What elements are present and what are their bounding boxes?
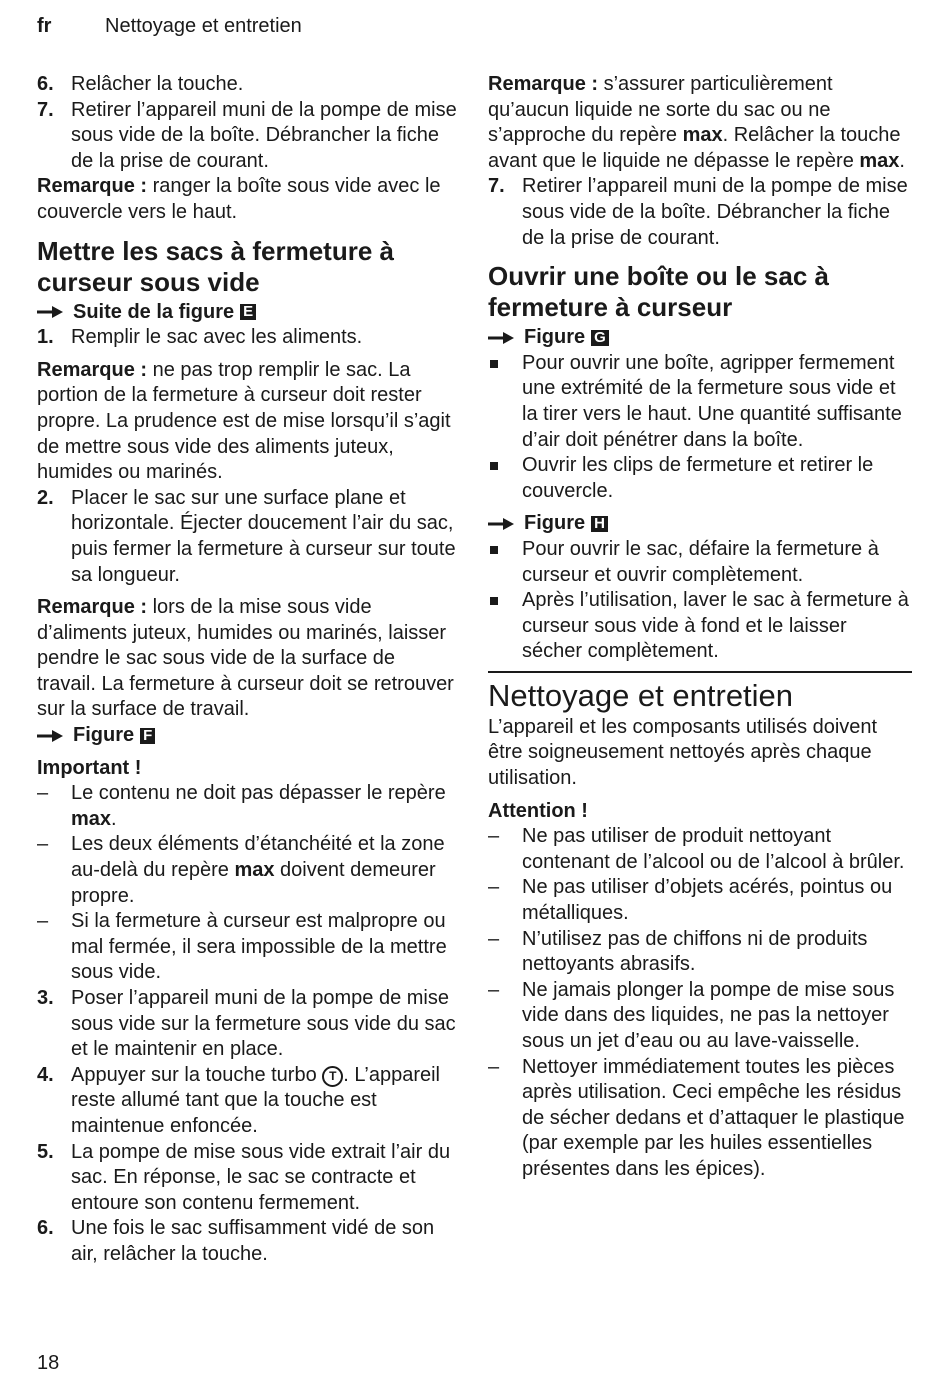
step-text: Appuyer sur la touche turbo — [71, 1063, 323, 1086]
note-text: lors de la mise sous vide d’aliments juteux, humides ou marinés, laisser pendre le sac sous vide de la surface de travail. La fermeture à curseur doit se retrouver sur la surface de travail. — [37, 596, 454, 721]
figure-reference-g — [488, 325, 912, 351]
max-mark: max — [71, 807, 112, 830]
square-bullet-icon — [490, 462, 498, 470]
step-text: Remplir le sac avec les aliments. — [71, 326, 363, 349]
bullet-item — [488, 588, 912, 665]
dash-marker: – — [37, 910, 49, 933]
step-6-release-button — [37, 1216, 457, 1267]
left-column — [37, 72, 457, 1268]
dash-marker: – — [488, 1055, 500, 1078]
attention-item — [488, 824, 912, 875]
bullet-item — [488, 537, 912, 588]
cleaning-intro: L’appareil et les composants utilisés doivent être soigneusement nettoyés après chaque utilisation. — [488, 715, 878, 790]
square-bullet-icon — [490, 360, 498, 368]
note-text: . Relâcher la touche avant que le liquide ne dépasse le repère — [488, 124, 901, 172]
important-item — [37, 781, 457, 832]
dash-marker: – — [488, 978, 500, 1001]
note-juicy-foods — [37, 595, 457, 723]
figure-reference-f — [37, 723, 457, 749]
square-bullet-icon — [490, 546, 498, 554]
item-text: . — [111, 807, 117, 830]
step-7-remove — [37, 98, 457, 175]
bullet-item — [488, 351, 912, 453]
note-store-box — [37, 174, 457, 225]
step-6-release — [37, 72, 457, 98]
figure-reference-text: Figure — [73, 724, 135, 747]
item-text: Si la fermeture à curseur est malpropre ou mal fermée, il sera impossible de la mettre sous vide. — [71, 910, 447, 984]
step-text: Placer le sac sur une surface plane et horizontale. Éjecter doucement l’air du sac, puis fermer la fermeture à curseur sur toute sa longueur. — [71, 486, 456, 586]
note-text: . — [899, 149, 905, 172]
bullet-text: Pour ouvrir une boîte, agripper fermement une extrémité de la fermeture sous vide et la tirer vers le haut. Une quantité suffisante d’air doit pénétrer dans la boîte. — [522, 351, 902, 451]
step-5-pump-extracts — [37, 1140, 457, 1217]
item-text: Les deux éléments d’étanchéité et la zone au-delà du repère — [71, 833, 445, 882]
figure-letter-badge: G — [591, 330, 609, 346]
arrow-right-icon — [37, 729, 65, 743]
item-text: Le contenu ne doit pas dépasser le repère — [71, 782, 446, 805]
step-text: Relâcher la touche. — [71, 73, 244, 95]
attention-item — [488, 978, 912, 1055]
figure-reference-text: Figure — [524, 512, 586, 535]
dash-marker: – — [488, 927, 500, 950]
step-3-place-device — [37, 986, 457, 1063]
step-number: 7. — [488, 175, 505, 198]
max-mark: max — [859, 149, 900, 172]
arrow-right-icon — [37, 305, 65, 319]
dash-marker: – — [37, 782, 49, 805]
bullet-text: Pour ouvrir le sac, défaire la fermeture à curseur et ouvrir complètement. — [522, 537, 879, 586]
bullet-text: Ouvrir les clips de fermeture et retirer le couvercle. — [522, 454, 874, 502]
item-text: Ne jamais plonger la pompe de mise sous vide dans des liquides, ne pas la nettoyer sous un jet d’eau ou au lave-vaisselle. — [522, 978, 895, 1052]
item-text: N’utilisez pas de chiffons ni de produits nettoyants abrasifs. — [522, 927, 868, 976]
important-label: Important ! — [37, 756, 142, 779]
step-number: 7. — [37, 98, 54, 121]
step-number: 6. — [37, 73, 54, 95]
page-header — [37, 15, 302, 38]
attention-item — [488, 927, 912, 978]
attention-item — [488, 1055, 912, 1183]
note-text: ne pas trop remplir le sac. La portion de la fermeture à curseur doit rester propre. La prudence est de mise lorsqu’il s’agit de mettre sous vide des aliments juteux, humides ou marinés. — [37, 358, 451, 484]
step-4-press-turbo — [37, 1063, 457, 1140]
step-number: 2. — [37, 486, 54, 509]
bullet-text: Après l’utilisation, laver le sac à fermeture à curseur sous vide à fond et le laisser sécher complètement. — [522, 589, 909, 663]
note-label: Remarque : — [37, 358, 148, 381]
language-code: fr — [37, 15, 52, 37]
main-heading-cleaning: Nettoyage et entretien — [488, 671, 912, 713]
figure-letter-badge: H — [591, 516, 608, 532]
step-number: 4. — [37, 1063, 54, 1086]
note-label: Remarque : — [37, 175, 148, 198]
dash-marker: – — [37, 833, 49, 856]
step-text: Poser l’appareil muni de la pompe de mise sous vide sur la fermeture sous vide du sac et le maintenir en place. — [71, 987, 456, 1061]
item-text: doivent demeurer propre. — [71, 859, 436, 907]
step-1-fill — [37, 325, 457, 351]
item-text: Ne pas utiliser d’objets acérés, pointus ou métalliques. — [522, 876, 893, 925]
dash-marker: – — [488, 876, 500, 899]
section-heading-open: Ouvrir une boîte ou le sac à fermeture à curseur — [488, 261, 829, 323]
max-mark: max — [682, 124, 723, 147]
note-text: ranger la boîte sous vide avec le couvercle vers le haut. — [37, 175, 441, 223]
square-bullet-icon — [490, 597, 498, 605]
step-text: La pompe de mise sous vide extrait l’air du sac. En réponse, le sac se contracte et entoure son contenu fermement. — [71, 1140, 451, 1214]
attention-item — [488, 875, 912, 926]
step-text: Retirer l’appareil muni de la pompe de mise sous vide de la boîte. Débrancher la fiche de la prise de courant. — [71, 98, 457, 172]
attention-label: Attention ! — [488, 799, 588, 822]
right-column — [488, 72, 912, 1183]
step-number: 6. — [37, 1217, 54, 1240]
step-text: Retirer l’appareil muni de la pompe de mise sous vide de la boîte. Débrancher la fiche de la prise de courant. — [522, 175, 908, 249]
item-text: Ne pas utiliser de produit nettoyant contenant de l’alcool ou de l’alcool à brûler. — [522, 825, 905, 873]
step-7-remove-device — [488, 174, 912, 251]
dash-marker: – — [488, 825, 500, 848]
step-text: Une fois le sac suffisamment vidé de son air, relâcher la touche. — [71, 1217, 435, 1265]
step-number: 5. — [37, 1140, 54, 1163]
item-text: Nettoyer immédiatement toutes les pièces après utilisation. Ceci empêche les résidus de sécher dedans et d’attaquer le plastique (par exemple par les huiles essentielles présentes dans les épices). — [522, 1055, 905, 1180]
note-label: Remarque : — [37, 596, 148, 619]
figure-reference-h — [488, 511, 912, 537]
figure-reference-text: Figure — [524, 326, 586, 349]
note-do-not-overfill — [37, 358, 457, 486]
turbo-button-icon: T — [322, 1066, 343, 1087]
section-heading-bags: Mettre les sacs à fermeture à curseur sous vide — [37, 235, 394, 297]
step-number: 1. — [37, 326, 54, 349]
figure-reference-e — [37, 300, 457, 326]
important-item — [37, 909, 457, 986]
page-number: 18 — [37, 1352, 60, 1374]
note-liquid — [488, 72, 912, 174]
note-label: Remarque : — [488, 73, 599, 95]
figure-letter-badge: F — [140, 728, 155, 744]
step-number: 3. — [37, 987, 54, 1009]
max-mark: max — [234, 859, 275, 882]
important-item — [37, 832, 457, 909]
step-2-place-bag — [37, 486, 457, 588]
figure-letter-badge: E — [240, 304, 256, 320]
figure-reference-text: Suite de la figure — [73, 300, 235, 323]
arrow-right-icon — [488, 517, 516, 531]
bullet-item — [488, 453, 912, 504]
note-text: s’assurer particulièrement qu’aucun liquide ne sorte du sac ou ne s’approche du repère — [488, 73, 833, 147]
arrow-right-icon — [488, 331, 516, 345]
header-title: Nettoyage et entretien — [105, 15, 302, 37]
step-text: . L’appareil reste allumé tant que la touche est maintenue enfoncée. — [71, 1063, 441, 1137]
